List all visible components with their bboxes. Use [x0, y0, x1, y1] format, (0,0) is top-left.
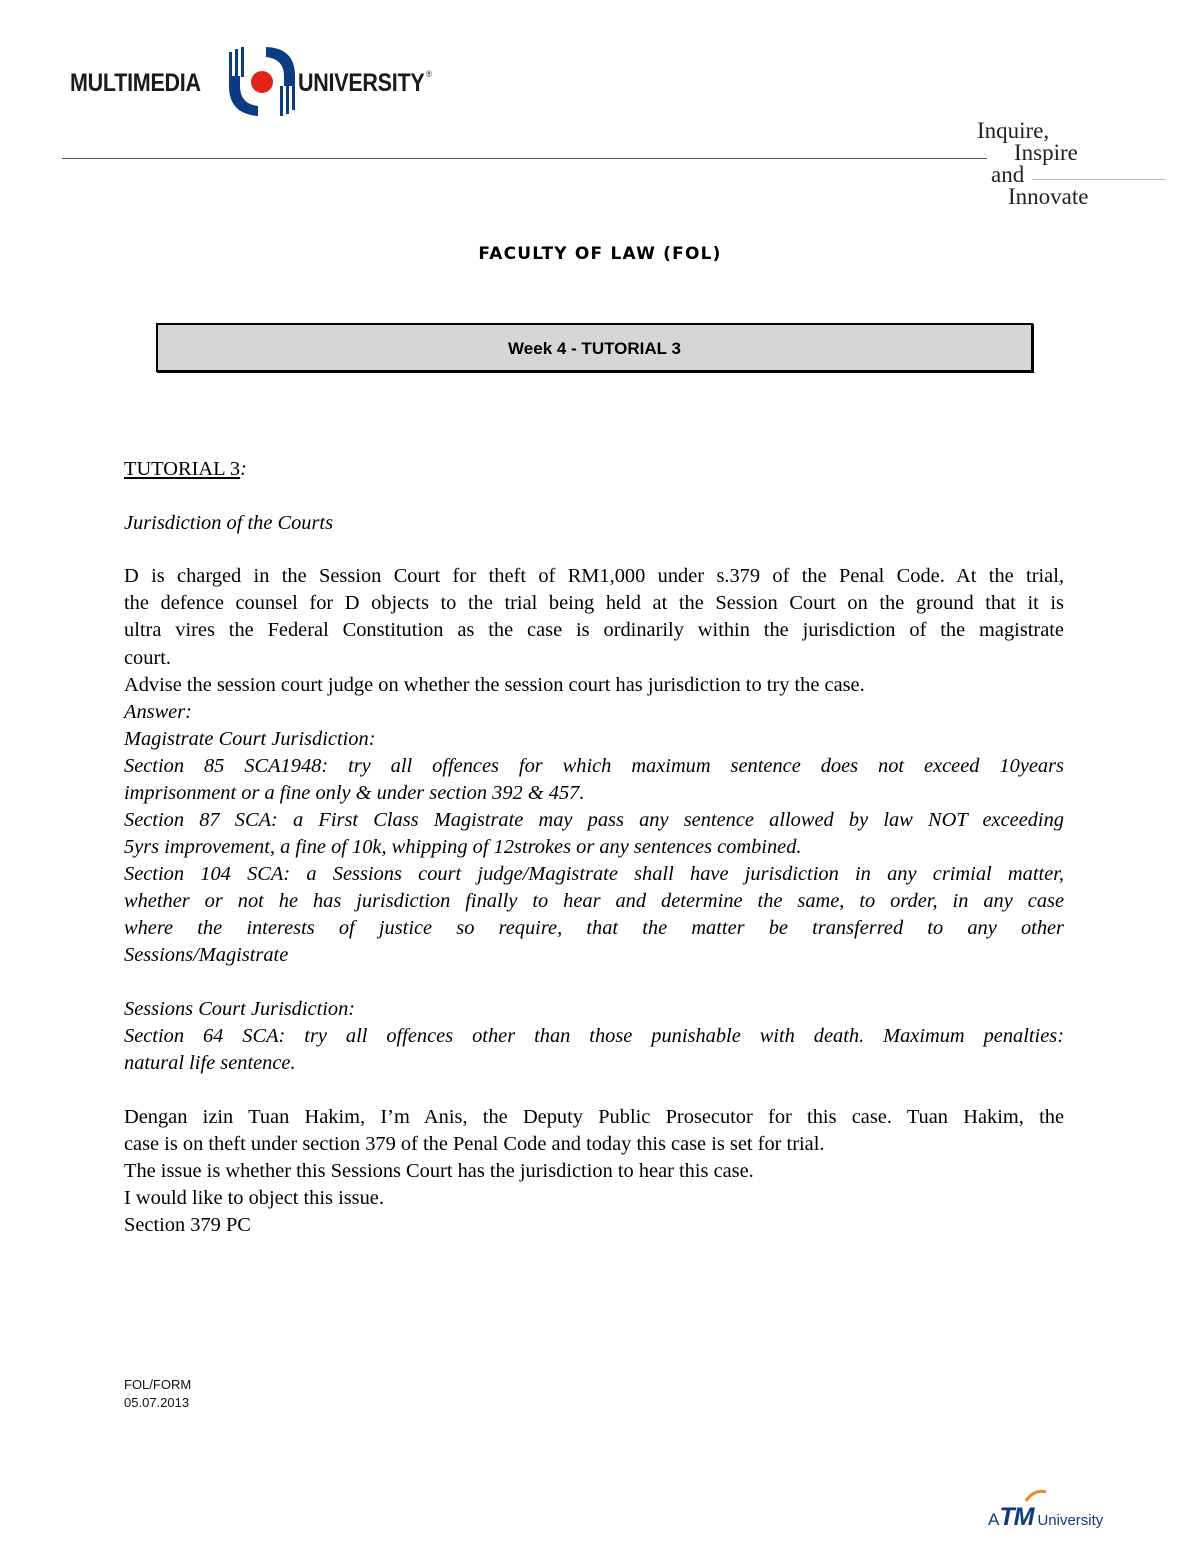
- tutorial-heading-text: TUTORIAL 3: [124, 458, 241, 480]
- logo-text-university: [298, 69, 432, 98]
- tagline-divider: [1032, 179, 1166, 180]
- tagline-line-1: Inquire,: [977, 118, 1050, 143]
- tagline-line-3: and: [991, 162, 1025, 187]
- question-line: ultra vires the Federal Constitution as the case is ordinarily within the jurisdiction of the magistrate: [124, 619, 1064, 641]
- submission-line: Section 379 PC: [124, 1214, 251, 1236]
- submission-line: I would like to object this issue.: [124, 1187, 384, 1209]
- sessions-line: natural life sentence.: [124, 1052, 296, 1074]
- topic-heading: Jurisdiction of the Courts: [124, 512, 334, 534]
- sessions-line: Section 64 SCA: try all offences other than those punishable with death. Maximum penalties:: [124, 1025, 1064, 1047]
- tm-logo-mark: TM: [999, 1503, 1034, 1531]
- magistrate-heading: Magistrate Court Jurisdiction:: [124, 728, 376, 750]
- week-tutorial-box: [156, 323, 1033, 372]
- mmu-logo-icon: [226, 46, 298, 118]
- magistrate-line: whether or not he has jurisdiction finally to hear and determine the same, to order, in any case: [124, 890, 1064, 912]
- header-divider: [62, 158, 987, 159]
- tm-university-logo: [988, 1503, 1103, 1532]
- question-line: D is charged in the Session Court for theft of RM1,000 under s.379 of the Penal Code. At the trial,: [124, 565, 1064, 587]
- magistrate-line: 5yrs improvement, a fine of 10k, whipping of 12strokes or any sentences combined.: [124, 836, 802, 858]
- tagline-line-2: Inspire: [1014, 140, 1078, 165]
- tm-logo-university: University: [1037, 1512, 1104, 1529]
- tagline-line-4: Innovate: [1008, 184, 1089, 209]
- answer-label: Answer:: [124, 701, 192, 723]
- question-line: Advise the session court judge on whether the session court has jurisdiction to try the case.: [124, 674, 865, 696]
- question-line: the defence counsel for D objects to the trial being held at the Session Court on the ground that it is: [124, 592, 1064, 614]
- magistrate-line: imprisonment or a fine only & under section 392 & 457.: [124, 782, 585, 804]
- tm-logo-a: A: [988, 1510, 1000, 1529]
- logo-text-university-word: UNIVERSITY: [298, 69, 425, 97]
- tm-swoosh-icon: [1024, 1489, 1048, 1503]
- form-date: 05.07.2013: [124, 1395, 190, 1410]
- submission-line: case is on theft under section 379 of the Penal Code and today this case is set for trial.: [124, 1133, 825, 1155]
- registered-mark: ®: [426, 69, 432, 79]
- submission-line: Dengan izin Tuan Hakim, I’m Anis, the Deputy Public Prosecutor for this case. Tuan Hakim, the: [124, 1106, 1064, 1128]
- magistrate-line: where the interests of justice so require, that the matter be transferred to any other: [124, 917, 1064, 939]
- logo-text-multimedia: MULTIMEDIA: [70, 69, 201, 97]
- sessions-heading: Sessions Court Jurisdiction:: [124, 998, 356, 1020]
- magistrate-line: Sessions/Magistrate: [124, 944, 289, 966]
- tutorial-heading-colon: :: [240, 458, 247, 480]
- submission-line: The issue is whether this Sessions Court has the jurisdiction to hear this case.: [124, 1160, 754, 1182]
- form-code: FOL/FORM: [124, 1377, 192, 1392]
- question-line: court.: [124, 647, 171, 669]
- magistrate-line: Section 87 SCA: a First Class Magistrate may pass any sentence allowed by law NOT exceeding: [124, 809, 1064, 831]
- magistrate-line: Section 104 SCA: a Sessions court judge/Magistrate shall have jurisdiction in any crimial matter,: [124, 863, 1064, 885]
- week-tutorial-label: Week 4 - TUTORIAL 3: [508, 339, 681, 358]
- magistrate-line: Section 85 SCA1948: try all offences for which maximum sentence does not exceed 10years: [124, 755, 1064, 777]
- faculty-title: FACULTY OF LAW (FOL): [478, 244, 722, 264]
- tutorial-heading: [124, 459, 247, 479]
